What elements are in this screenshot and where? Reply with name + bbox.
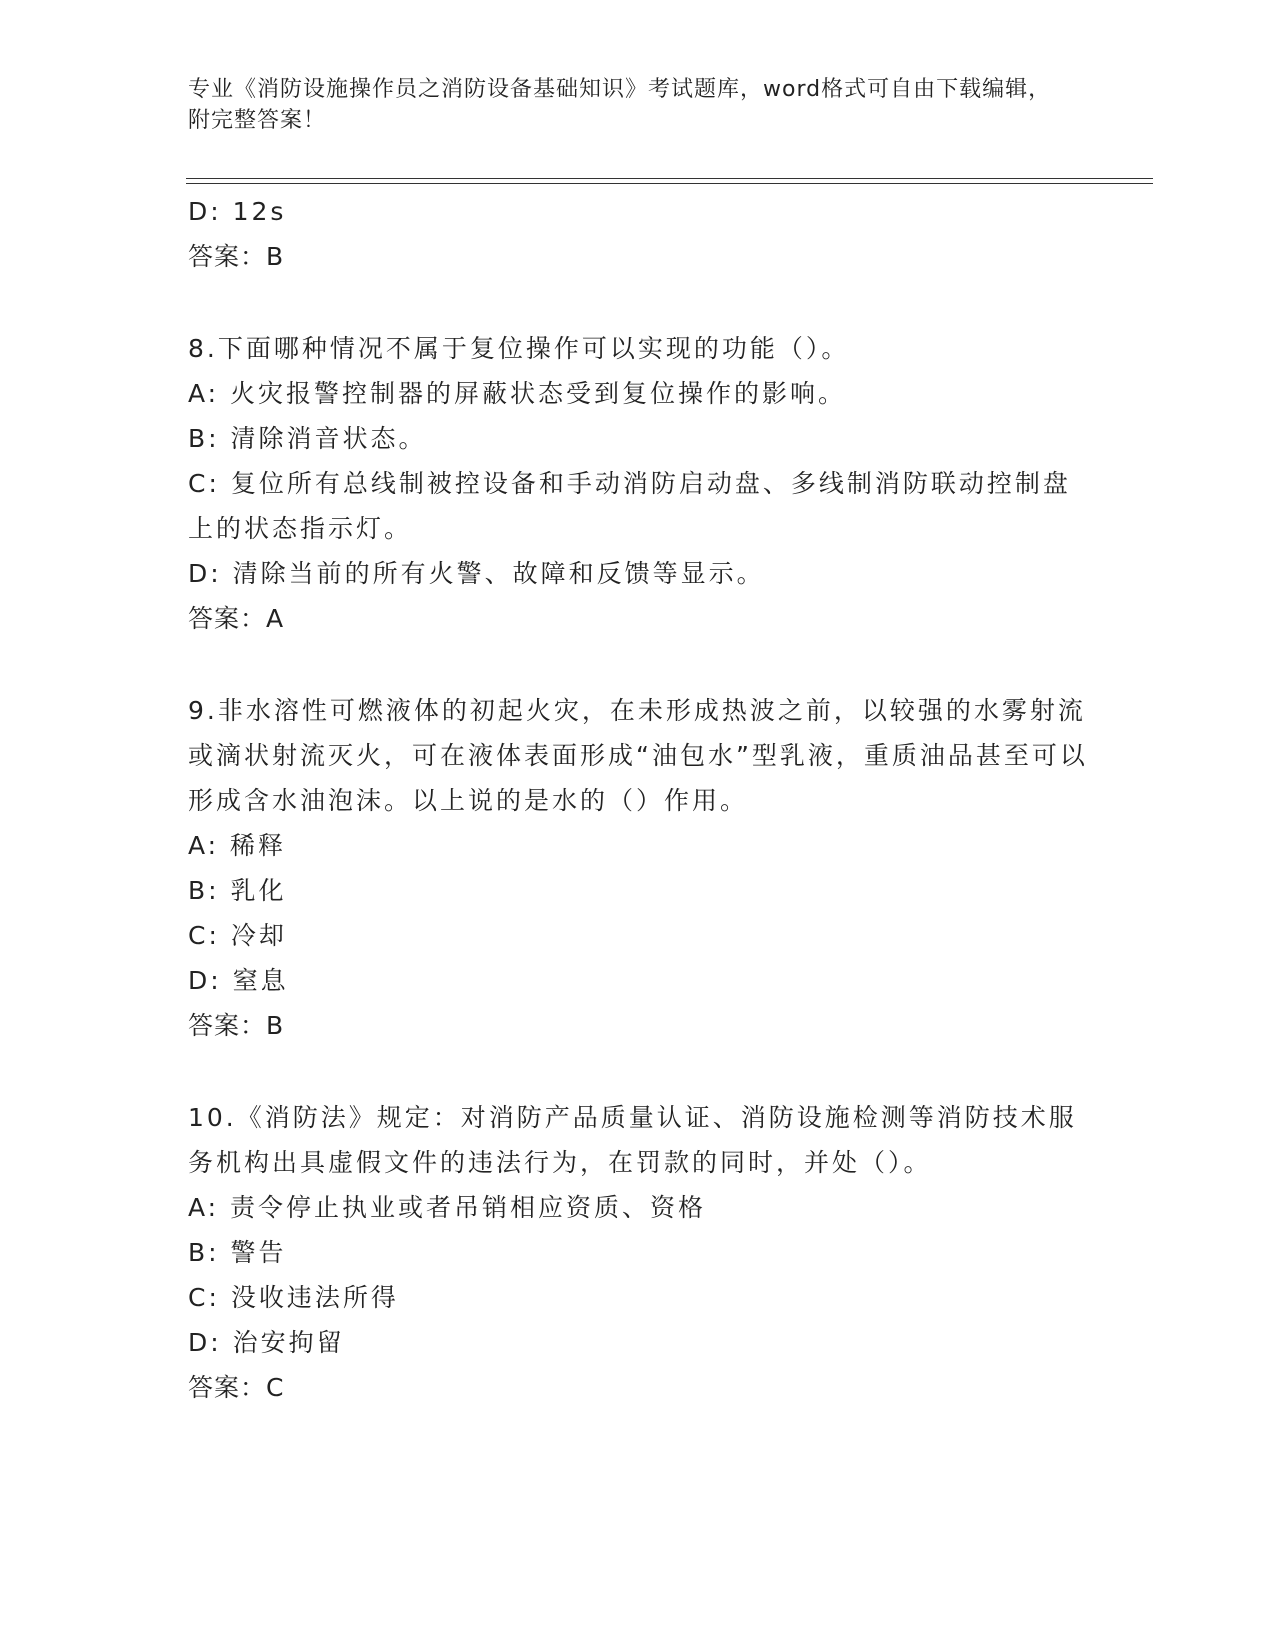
header-rule-bottom bbox=[186, 183, 1153, 184]
question-content bbox=[188, 189, 1088, 1410]
question-stem: 8.下面哪种情况不属于复位操作可以实现的功能（）。 bbox=[188, 334, 850, 363]
option-d: D: 治安拘留 bbox=[188, 1328, 345, 1357]
header-rule-top bbox=[186, 178, 1153, 179]
question-10 bbox=[188, 1095, 1088, 1410]
spacer bbox=[188, 279, 1088, 326]
option-b: B: 警告 bbox=[188, 1238, 287, 1267]
option-a: A: 火灾报警控制器的屏蔽状态受到复位操作的影响。 bbox=[188, 379, 847, 408]
option-c: C: 没收违法所得 bbox=[188, 1283, 399, 1312]
option-b: B: 乳化 bbox=[188, 876, 287, 905]
question-stem: 10.《消防法》规定：对消防产品质量认证、消防设施检测等消防技术服务机构出具虚假文件的违法行为，在罚款的同时，并处（）。 bbox=[188, 1103, 1077, 1177]
carryover-question bbox=[188, 189, 1088, 279]
option-d: D: 窒息 bbox=[188, 966, 289, 995]
option-a: A: 责令停止执业或者吊销相应资质、资格 bbox=[188, 1193, 707, 1222]
question-stem: 9.非水溶性可燃液体的初起火灾，在未形成热波之前，以较强的水雾射流或滴状射流灭火，可在液体表面形成“油包水”型乳液，重质油品甚至可以形成含水油泡沫。以上说的是水的（）作用。 bbox=[188, 696, 1088, 815]
spacer bbox=[188, 641, 1088, 688]
option-a: A: 稀释 bbox=[188, 831, 287, 860]
answer: 答案：A bbox=[188, 604, 285, 633]
option-b: B: 清除消音状态。 bbox=[188, 424, 427, 453]
answer: 答案：B bbox=[188, 242, 285, 271]
question-9 bbox=[188, 688, 1088, 1048]
question-8 bbox=[188, 326, 1088, 641]
answer: 答案：B bbox=[188, 1011, 285, 1040]
option-c: C: 冷却 bbox=[188, 921, 287, 950]
option-c: C: 复位所有总线制被控设备和手动消防启动盘、多线制消防联动控制盘上的状态指示灯。 bbox=[188, 469, 1071, 543]
option-d: D: 12s bbox=[188, 197, 287, 226]
answer: 答案：C bbox=[188, 1373, 285, 1402]
document-header: 专业《消防设施操作员之消防设备基础知识》考试题库，word格式可自由下载编辑，附完整答案！ bbox=[188, 77, 1052, 133]
option-d: D: 清除当前的所有火警、故障和反馈等显示。 bbox=[188, 559, 765, 588]
spacer bbox=[188, 1048, 1088, 1095]
